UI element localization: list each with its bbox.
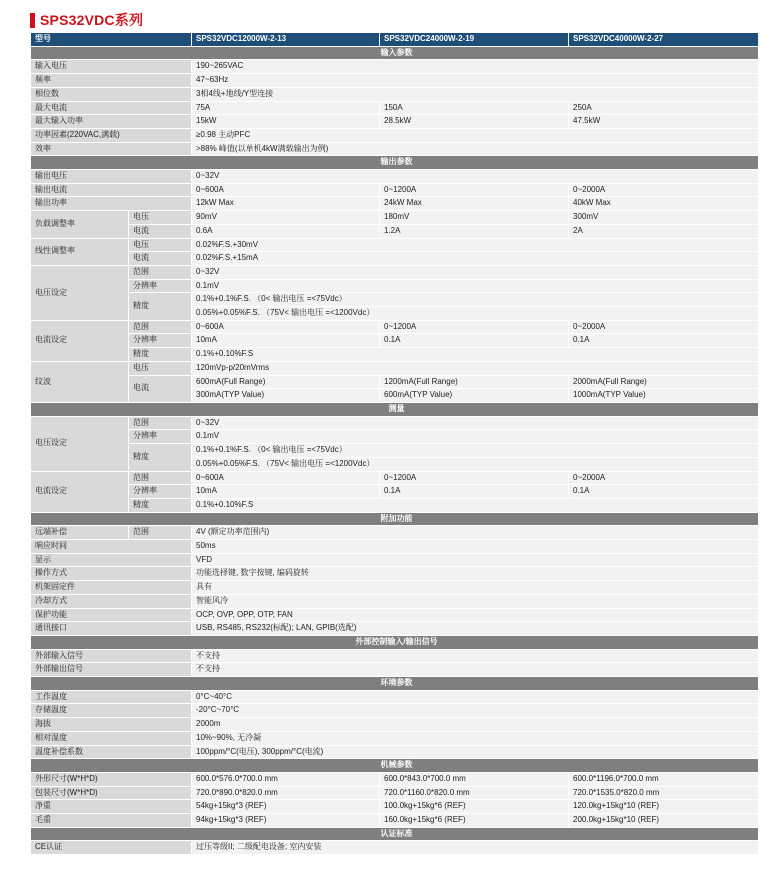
table-row [31, 498, 759, 512]
table-row [31, 718, 759, 732]
row-value: 0.1%+0.1%F.S. （0< 输出电压 =<75Vdc） [192, 293, 759, 307]
table-row [31, 540, 759, 554]
header-model-2: SPS32VDC24000W-2-19 [380, 33, 569, 47]
row-label: 存储温度 [31, 704, 192, 718]
row-sublabel: 精度 [129, 444, 192, 471]
row-value: 不支持 [192, 649, 759, 663]
row-value: 0.02%F.S.+15mA [192, 252, 759, 266]
row-label: 外部输入信号 [31, 649, 192, 663]
header-model-1: SPS32VDC12000W-2-13 [192, 33, 380, 47]
row-value: 600.0*1196.0*700.0 mm [569, 772, 759, 786]
row-value: 0~1200A [380, 320, 569, 334]
row-value: 0.1A [380, 485, 569, 499]
row-sublabel: 范围 [129, 526, 192, 540]
row-value: 300mV [569, 211, 759, 225]
row-value: 720.0*1535.0*820.0 mm [569, 786, 759, 800]
row-label: 输入电压 [31, 60, 192, 74]
table-row [31, 594, 759, 608]
table-row [31, 115, 759, 129]
row-value: 300mA(TYP Value) [192, 389, 380, 403]
row-value: 24kW Max [380, 197, 569, 211]
row-value: 120mVp-p/20mVrms [192, 361, 759, 375]
row-value: 600mA(Full Range) [192, 375, 380, 389]
row-sublabel: 范围 [129, 416, 192, 430]
row-label: 输出功率 [31, 197, 192, 211]
series-title [30, 10, 143, 30]
row-value: 200.0kg+15kg*10 (REF) [569, 814, 759, 828]
section-row [31, 677, 759, 691]
row-label: 机架固定件 [31, 581, 192, 595]
row-sublabel: 电流 [129, 252, 192, 266]
row-label: 温度补偿系数 [31, 745, 192, 759]
table-row [31, 622, 759, 636]
row-label: 包装尺寸(W*H*D) [31, 786, 192, 800]
row-value: 90mV [192, 211, 380, 225]
row-value: 50ms [192, 540, 759, 554]
table-row [31, 238, 759, 252]
row-sublabel: 精度 [129, 498, 192, 512]
row-sublabel: 电压 [129, 238, 192, 252]
section-row [31, 635, 759, 649]
row-value: 600mA(TYP Value) [380, 389, 569, 403]
section-row [31, 46, 759, 60]
row-value: 0.05%+0.05%F.S. （75V< 输出电压 =<1200Vdc） [192, 457, 759, 471]
table-row [31, 800, 759, 814]
table-row [31, 772, 759, 786]
table-row [31, 416, 759, 430]
row-value: 12kW Max [192, 197, 380, 211]
row-sublabel: 电压 [129, 361, 192, 375]
row-label: 负载调整率 [31, 211, 129, 238]
row-value: 0.1A [380, 334, 569, 348]
table-row [31, 60, 759, 74]
row-value: USB, RS485, RS232(标配); LAN, GPIB(选配) [192, 622, 759, 636]
row-sublabel: 电压 [129, 211, 192, 225]
row-value: 190~265VAC [192, 60, 759, 74]
row-value: 600.0*576.0*700.0 mm [192, 772, 380, 786]
table-row [31, 814, 759, 828]
row-label: 线性调整率 [31, 238, 129, 265]
row-label: 效率 [31, 142, 192, 156]
table-row [31, 690, 759, 704]
row-value: 1200mA(Full Range) [380, 375, 569, 389]
section-input: 输入参数 [31, 46, 759, 60]
row-value: 15kW [192, 115, 380, 129]
row-value: 120.0kg+15kg*10 (REF) [569, 800, 759, 814]
table-row [31, 211, 759, 225]
row-value: 100.0kg+15kg*6 (REF) [380, 800, 569, 814]
section-row [31, 402, 759, 416]
table-row [31, 663, 759, 677]
section-cert: 认证标准 [31, 827, 759, 841]
row-label: 最大电流 [31, 101, 192, 115]
row-sublabel: 分辨率 [129, 485, 192, 499]
row-value: 40kW Max [569, 197, 759, 211]
row-value: 1.2A [380, 224, 569, 238]
row-label: 功率因素(220VAC,满载) [31, 128, 192, 142]
row-sublabel: 分辨率 [129, 279, 192, 293]
table-row [31, 128, 759, 142]
row-value: -20°C~70°C [192, 704, 759, 718]
row-value: 0.1%+0.1%F.S. （0< 输出电压 =<75Vdc） [192, 444, 759, 458]
row-sublabel: 精度 [129, 348, 192, 362]
table-row [31, 704, 759, 718]
row-label: 净重 [31, 800, 192, 814]
table-row [31, 430, 759, 444]
row-label: 相位数 [31, 87, 192, 101]
row-sublabel: 电流 [129, 224, 192, 238]
table-row [31, 361, 759, 375]
row-label: 工作温度 [31, 690, 192, 704]
section-row [31, 827, 759, 841]
table-row [31, 334, 759, 348]
row-label: 响应时间 [31, 540, 192, 554]
row-value: 0.1%+0.10%F.S [192, 498, 759, 512]
row-label: 电压设定 [31, 416, 129, 471]
table-row [31, 526, 759, 540]
row-value: 0.6A [192, 224, 380, 238]
row-value: 160.0kg+15kg*6 (REF) [380, 814, 569, 828]
table-row [31, 841, 759, 855]
row-value: 47.5kW [569, 115, 759, 129]
table-row [31, 649, 759, 663]
row-label: 保护功能 [31, 608, 192, 622]
row-value: 47~63Hz [192, 74, 759, 88]
row-label: 输出电流 [31, 183, 192, 197]
row-value: 2000m [192, 718, 759, 732]
row-value: 0~1200A [380, 471, 569, 485]
table-row [31, 348, 759, 362]
row-label: 远端补偿 [31, 526, 129, 540]
spec-table [30, 32, 759, 855]
row-value: OCP, OVP, OPP, OTP, FAN [192, 608, 759, 622]
table-row [31, 553, 759, 567]
table-row [31, 265, 759, 279]
row-value: 720.0*1160.0*820.0 mm [380, 786, 569, 800]
table-row [31, 87, 759, 101]
row-label: 输出电压 [31, 170, 192, 184]
row-value: 0~600A [192, 320, 380, 334]
row-label: 电压设定 [31, 265, 129, 320]
row-label: 操作方式 [31, 567, 192, 581]
table-row [31, 471, 759, 485]
row-value: 10mA [192, 334, 380, 348]
section-row [31, 156, 759, 170]
row-value: 0~32V [192, 416, 759, 430]
row-value: 1000mA(TYP Value) [569, 389, 759, 403]
row-label: 频率 [31, 74, 192, 88]
table-row [31, 745, 759, 759]
row-value: 10mA [192, 485, 380, 499]
row-value: 150A [380, 101, 569, 115]
section-extra: 附加功能 [31, 512, 759, 526]
row-value: 0.1A [569, 334, 759, 348]
row-label: 毛重 [31, 814, 192, 828]
row-value: 0.05%+0.05%F.S. （75V< 输出电压 =<1200Vdc） [192, 307, 759, 321]
row-value: 0~2000A [569, 471, 759, 485]
row-value: 0~2000A [569, 183, 759, 197]
table-row [31, 74, 759, 88]
row-value: 720.0*890.0*820.0 mm [192, 786, 380, 800]
row-label: 外部输出信号 [31, 663, 192, 677]
row-value: 0~600A [192, 471, 380, 485]
row-value: 100ppm/°C(电压), 300ppm/°C(电流) [192, 745, 759, 759]
row-sublabel: 分辨率 [129, 430, 192, 444]
row-value: 0.02%F.S.+30mV [192, 238, 759, 252]
row-label: 冷却方式 [31, 594, 192, 608]
row-value: 0~2000A [569, 320, 759, 334]
table-row [31, 224, 759, 238]
table-row [31, 567, 759, 581]
row-value: 10%~90%, 无冷凝 [192, 731, 759, 745]
row-sublabel: 范围 [129, 265, 192, 279]
row-value: 2000mA(Full Range) [569, 375, 759, 389]
table-row [31, 101, 759, 115]
table-row [31, 444, 759, 458]
row-label: 通讯接口 [31, 622, 192, 636]
table-row [31, 142, 759, 156]
section-measure: 测量 [31, 402, 759, 416]
table-row [31, 183, 759, 197]
row-value: 0~32V [192, 170, 759, 184]
table-row [31, 279, 759, 293]
row-label: 外形尺寸(W*H*D) [31, 772, 192, 786]
row-value: 0°C~40°C [192, 690, 759, 704]
row-sublabel: 分辨率 [129, 334, 192, 348]
row-value: 不支持 [192, 663, 759, 677]
table-row [31, 608, 759, 622]
table-row [31, 581, 759, 595]
section-output: 输出参数 [31, 156, 759, 170]
row-value: 0~32V [192, 265, 759, 279]
row-sublabel: 范围 [129, 471, 192, 485]
section-row [31, 759, 759, 773]
section-row [31, 512, 759, 526]
series-title-text: SPS32VDC系列 [40, 12, 144, 28]
row-value: 4V (额定功率范围内) [192, 526, 759, 540]
table-row [31, 197, 759, 211]
row-value: 具有 [192, 581, 759, 595]
table-row [31, 731, 759, 745]
row-label: 电流设定 [31, 320, 129, 361]
row-value: ≥0.98 主动PFC [192, 128, 759, 142]
header-model-label: 型号 [31, 33, 192, 47]
row-value: 过压等级II; 二级配电设备; 室内安装 [192, 841, 759, 855]
row-value: 0~1200A [380, 183, 569, 197]
row-value: 28.5kW [380, 115, 569, 129]
section-env: 环境参数 [31, 677, 759, 691]
table-row [31, 293, 759, 307]
row-label: 电流设定 [31, 471, 129, 512]
row-value: >88% 峰值(以单机4kW满载输出为例) [192, 142, 759, 156]
table-row [31, 786, 759, 800]
row-sublabel: 范围 [129, 320, 192, 334]
section-mech: 机械参数 [31, 759, 759, 773]
table-row [31, 320, 759, 334]
header-row [31, 33, 759, 47]
row-value: 0.1mV [192, 430, 759, 444]
row-value: 0~600A [192, 183, 380, 197]
table-row [31, 170, 759, 184]
row-label: CE认证 [31, 841, 192, 855]
row-value: 功能选择键, 数字按键, 编码旋转 [192, 567, 759, 581]
header-model-3: SPS32VDC40000W-2-27 [569, 33, 759, 47]
title-accent-bar [30, 13, 35, 28]
row-sublabel: 电流 [129, 375, 192, 402]
row-label: 显示 [31, 553, 192, 567]
row-value: 600.0*843.0*700.0 mm [380, 772, 569, 786]
table-row [31, 485, 759, 499]
row-value: 3相4线+地线/Y型连接 [192, 87, 759, 101]
row-value: 75A [192, 101, 380, 115]
row-value: VFD [192, 553, 759, 567]
row-label: 海拔 [31, 718, 192, 732]
row-label: 相对湿度 [31, 731, 192, 745]
row-value: 0.1A [569, 485, 759, 499]
row-value: 0.1%+0.10%F.S [192, 348, 759, 362]
row-value: 250A [569, 101, 759, 115]
row-value: 94kg+15kg*3 (REF) [192, 814, 380, 828]
row-value: 54kg+15kg*3 (REF) [192, 800, 380, 814]
row-value: 180mV [380, 211, 569, 225]
row-value: 0.1mV [192, 279, 759, 293]
table-row [31, 252, 759, 266]
row-label: 最大输入功率 [31, 115, 192, 129]
table-row [31, 375, 759, 389]
row-label: 纹波 [31, 361, 129, 402]
row-value: 智能风冷 [192, 594, 759, 608]
row-sublabel: 精度 [129, 293, 192, 320]
row-value: 2A [569, 224, 759, 238]
section-extio: 外部控制输入/输出信号 [31, 635, 759, 649]
